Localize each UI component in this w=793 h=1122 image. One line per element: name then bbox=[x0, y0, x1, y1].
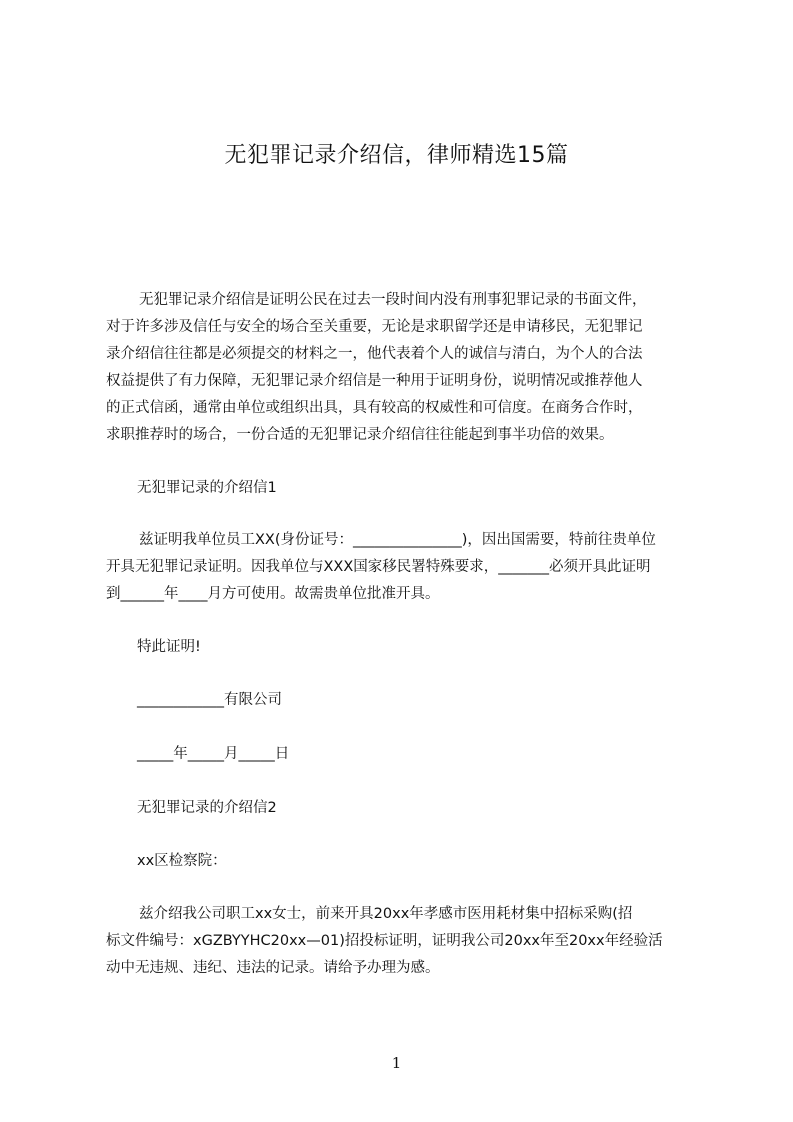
letter1-body-line: 到______年____月方可使用。故需贵单位批准开具。 bbox=[106, 586, 440, 602]
letter1-closing: 特此证明! bbox=[137, 639, 201, 655]
letter1-body-line: 开具无犯罪记录证明。因我单位与XXX国家移民署特殊要求，_______必须开具此证明 bbox=[106, 559, 651, 575]
intro-line: 对于许多涉及信任与安全的场合至关重要，无论是求职留学还是申请移民，无犯罪记 bbox=[106, 319, 643, 335]
intro-line: 无犯罪记录介绍信是证明公民在过去一段时间内没有刑事犯罪记录的书面文件， bbox=[139, 292, 647, 308]
document-title: 无犯罪记录介绍信，律师精选15篇 bbox=[224, 143, 569, 168]
intro-paragraph bbox=[106, 287, 703, 449]
page-number: 1 bbox=[391, 1054, 402, 1072]
letter2-body bbox=[106, 901, 703, 982]
intro-line: 录介绍信往往都是必须提交的材料之一，他代表着个人的诚信与清白，为个人的合法 bbox=[106, 346, 643, 362]
letter2-body-line: 兹介绍我公司职工xx女士，前来开具20xx年孝感市医用耗材集中招标采购(招 bbox=[139, 906, 633, 922]
letter2-heading: 无犯罪记录的介绍信2 bbox=[137, 800, 277, 816]
letter1-body bbox=[106, 527, 703, 608]
letter2-body-line: 动中无违规、违纪、违法的记录。请给予办理为感。 bbox=[106, 960, 440, 976]
letter2-body-line: 标文件编号：xGZBYYHC20xx—01)招投标证明，证明我公司20xx年至20xx年经验活 bbox=[106, 933, 663, 949]
letter1-date-line: _____年_____月_____日 bbox=[137, 746, 290, 762]
letter2-salutation: xx区检察院： bbox=[137, 853, 227, 869]
letter1-body-line: 兹证明我单位员工XX(身份证号：_______________)，因出国需要，特前往贵单位 bbox=[139, 532, 656, 548]
intro-line: 求职推荐时的场合，一份合适的无犯罪记录介绍信往往能起到事半功倍的效果。 bbox=[106, 427, 614, 443]
intro-line: 的正式信函，通常由单位或组织出具，具有较高的权威性和可信度。在商务合作时， bbox=[106, 400, 643, 416]
intro-line: 权益提供了有力保障，无犯罪记录介绍信是一种用于证明身份，说明情况或推荐他人 bbox=[106, 373, 643, 389]
letter1-company-line: ____________有限公司 bbox=[137, 692, 282, 708]
letter1-heading: 无犯罪记录的介绍信1 bbox=[137, 480, 277, 496]
